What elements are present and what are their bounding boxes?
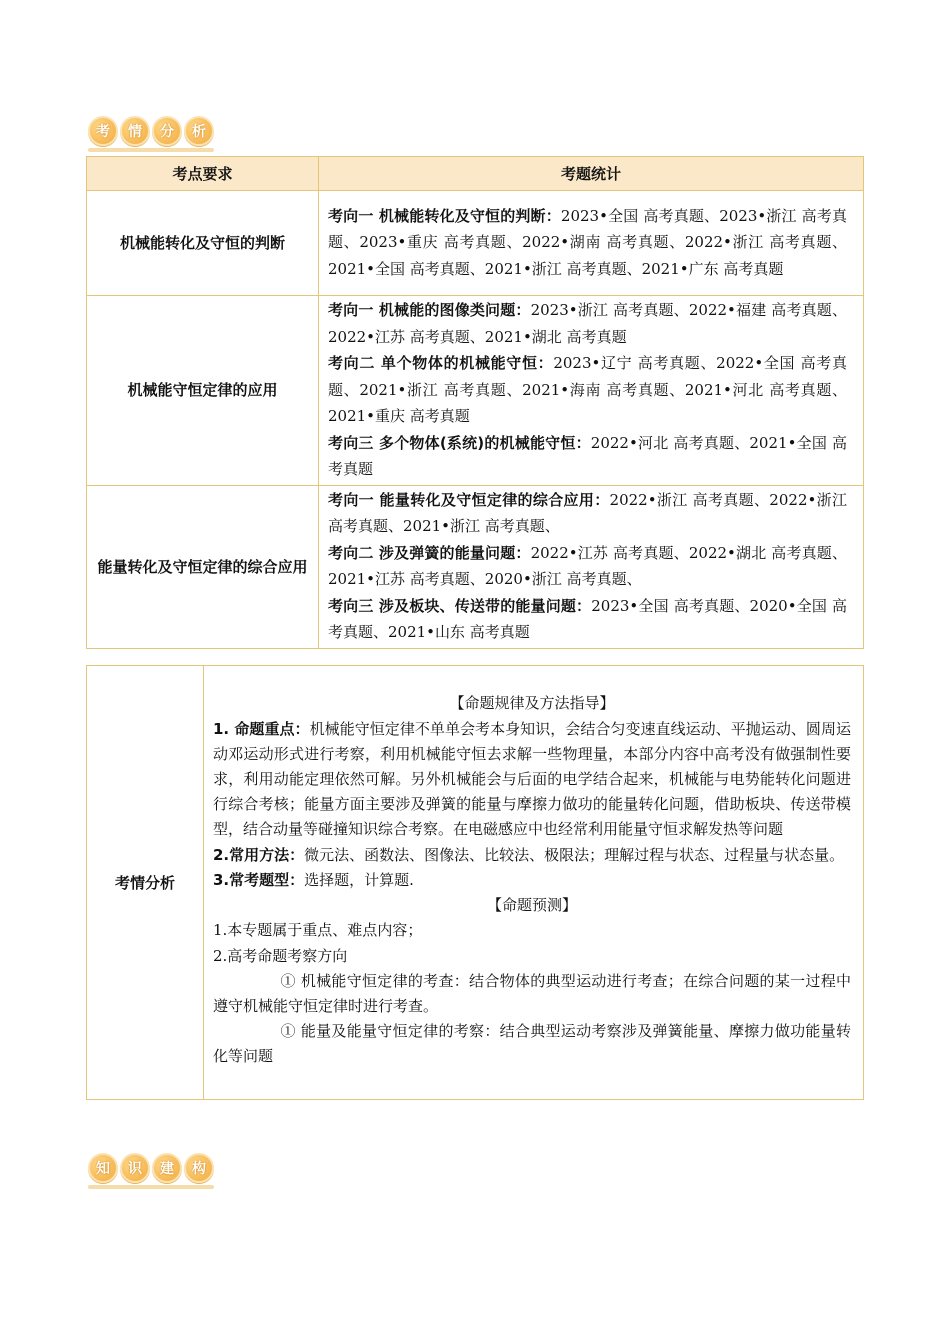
badge-underline — [88, 148, 214, 152]
paragraph: 1.本专题属于重点、难点内容； — [213, 921, 423, 940]
paragraph-text: 选择题，计算题. — [304, 870, 414, 889]
direction-title: 考向三 多个物体(系统)的机械能守恒： — [328, 433, 591, 452]
table-header-row — [87, 157, 864, 191]
direction-item — [328, 350, 847, 430]
section-badge-exam-analysis — [88, 116, 214, 146]
statistics-cell — [319, 485, 864, 648]
direction-title: 考向二 涉及弹簧的能量问题： — [328, 543, 531, 562]
badge-char: 分 — [152, 116, 182, 146]
direction-text: 2022•河北 高考真题、2021•全国 高考真题 — [328, 433, 847, 478]
badge-char: 知 — [88, 1153, 118, 1183]
direction-text: 2023•浙江 高考真题、2022•福建 高考真题、2022•江苏 高考真题、2021•湖北 高考真题 — [328, 301, 847, 346]
analysis-label: 考情分析 — [87, 666, 204, 1100]
section-badge-knowledge-construction — [88, 1153, 214, 1183]
section-heading: 【命题规律及方法指导】 — [449, 694, 615, 713]
header-requirement: 考点要求 — [87, 157, 319, 191]
table-row — [87, 296, 864, 486]
table-row — [87, 666, 864, 1100]
table-row — [87, 485, 864, 648]
direction-text: 2023•全国 高考真题、2020•全国 高考真题、2021•山东 高考真题 — [328, 596, 847, 641]
direction-item — [328, 297, 847, 350]
paragraph-label: 3.常考题型： — [213, 870, 305, 889]
paragraph: ① 机械能守恒定律的考查：结合物体的典型运动进行考查；在综合问题的某一过程中遵守机械能守恒定律时进行考查。 — [213, 971, 851, 1015]
paragraph-label: 2.常用方法： — [213, 845, 305, 864]
direction-item — [328, 487, 847, 540]
direction-title: 考向三 涉及板块、传送带的能量问题： — [328, 596, 592, 615]
direction-title: 考向一 能量转化及守恒定律的综合应用： — [328, 490, 610, 509]
requirement-cell: 机械能守恒定律的应用 — [87, 296, 319, 486]
header-statistics: 考题统计 — [319, 157, 864, 191]
direction-title: 考向一 机械能转化及守恒的判断： — [328, 206, 561, 225]
badge-char: 情 — [120, 116, 150, 146]
analysis-table — [86, 665, 864, 1100]
requirement-cell: 机械能转化及守恒的判断 — [87, 191, 319, 296]
paragraph: ① 能量及能量守恒定律的考察：结合典型运动考察涉及弹簧能量、摩擦力做功能量转化等问题 — [213, 1022, 851, 1066]
exam-statistics-table — [86, 156, 864, 649]
section-heading: 【命题预测】 — [486, 896, 577, 915]
direction-item — [328, 593, 847, 646]
direction-title: 考向一 机械能的图像类问题： — [328, 301, 531, 319]
direction-text: 2022•江苏 高考真题、2022•湖北 高考真题、2021•江苏 高考真题、2020•浙江 高考真题、 — [328, 543, 847, 588]
paragraph — [213, 868, 851, 893]
paragraph — [213, 717, 851, 843]
badge-char: 考 — [88, 116, 118, 146]
paragraph — [213, 843, 851, 868]
badge-underline — [88, 1185, 214, 1189]
table-row — [87, 191, 864, 296]
direction-item — [328, 203, 847, 283]
direction-title: 考向二 单个物体的机械能守恒： — [328, 354, 554, 372]
paragraph-text: 微元法、函数法、图像法、比较法、极限法；理解过程与状态、过程量与状态量。 — [304, 845, 845, 864]
direction-item — [328, 430, 847, 483]
statistics-cell — [319, 296, 864, 486]
requirement-cell: 能量转化及守恒定律的综合应用 — [87, 485, 319, 648]
paragraph-text: 机械能守恒定律不单单会考本身知识，会结合匀变速直线运动、平抛运动、圆周运动邓运动形式进行考察，利用机械能守恒去求解一些物理量，本部分内容中高考没有做强制性要求，利用动能定理依然可解。另外机械能会与后面的电学结合起来，机械能与电势能转化问题进行综合考核；能量方面主要涉及弹簧的能量与摩擦力做功的能量转化问题，借助板块、传送带模型，结合动量等碰撞知识综合考察。在电磁感应中也经常利用能量守恒求解发热等问题 — [213, 719, 852, 839]
badge-char: 建 — [152, 1153, 182, 1183]
direction-text: 2023•全国 高考真题、2023•浙江 高考真题、2023•重庆 高考真题、2022•湖南 高考真题、2022•浙江 高考真题、2021•全国 高考真题、2021•浙江 高考真题、2021•广东 高考真题 — [328, 206, 847, 278]
badge-char: 析 — [184, 116, 214, 146]
paragraph: 2.高考命题考察方向 — [213, 946, 348, 965]
badge-char: 识 — [120, 1153, 150, 1183]
paragraph-label: 1. 命题重点： — [213, 719, 310, 738]
analysis-body — [204, 666, 864, 1100]
direction-text: 2022•浙江 高考真题、2022•浙江 高考真题、2021•浙江 高考真题、 — [328, 490, 847, 535]
badge-char: 构 — [184, 1153, 214, 1183]
direction-item — [328, 540, 847, 593]
direction-text: 2023•辽宁 高考真题、2022•全国 高考真题、2021•浙江 高考真题、2021•海南 高考真题、2021•河北 高考真题、2021•重庆 高考真题 — [328, 354, 847, 425]
statistics-cell — [319, 191, 864, 296]
